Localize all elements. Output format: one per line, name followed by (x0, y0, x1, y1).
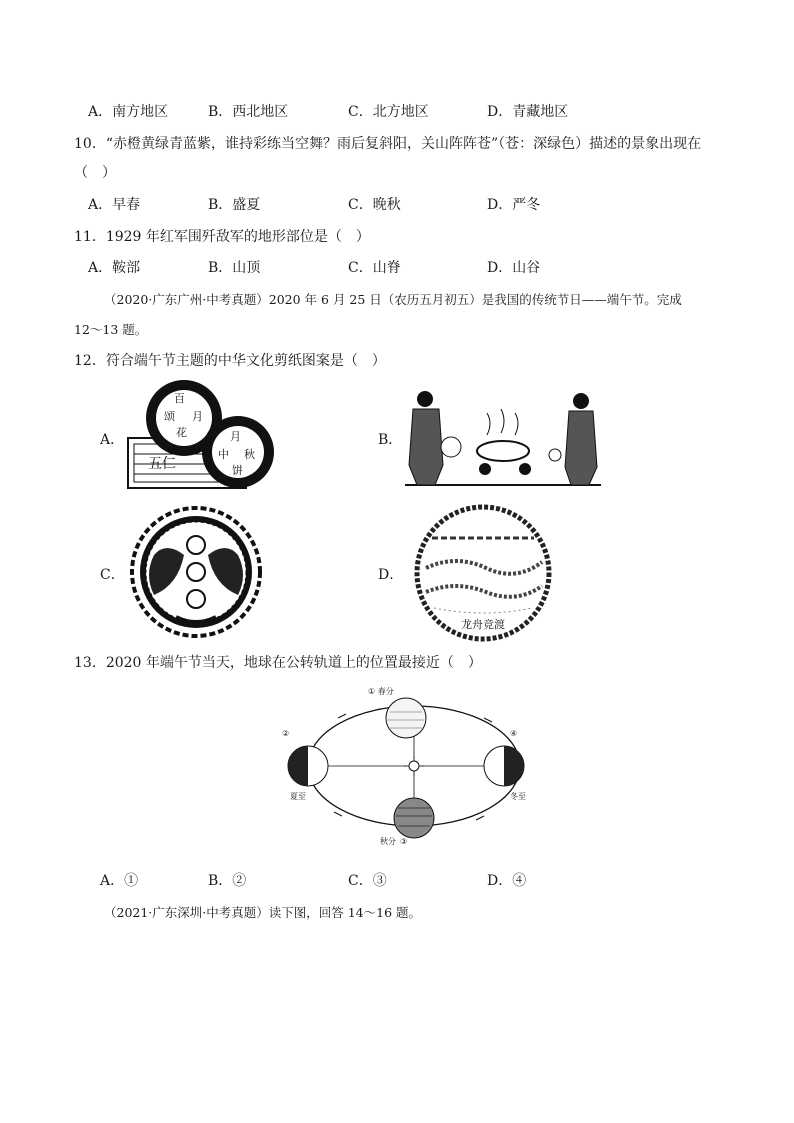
q13-option-c: C．③ (348, 873, 387, 889)
q9-option-a: A．南方地区 (88, 104, 169, 120)
label-p2: ② (282, 729, 290, 738)
q11-option-c: C．山脊 (348, 260, 401, 276)
q10-blank: （ ） (74, 165, 116, 181)
q13-option-d: D．④ (487, 873, 527, 889)
q13-stem: 13．2020 年端午节当天，地球在公转轨道上的位置最接近（ ） (74, 655, 482, 671)
svg-text:中: 中 (218, 448, 229, 461)
earth-revolution-diagram (278, 684, 552, 852)
q10-option-a: A．早春 (88, 197, 141, 213)
q10-option-d: D．严冬 (487, 197, 541, 213)
q11-stem: 11．1929 年红军围歼敌军的地形部位是（ ） (74, 229, 370, 245)
q9-option-d: D．青藏地区 (487, 104, 569, 120)
dragon-boat-caption: 龙舟竞渡 (461, 619, 505, 631)
mooncake-papercut-image (124, 378, 280, 492)
svg-text:颂: 颂 (164, 410, 175, 423)
source-note-1: （2020·广东广州·中考真题）2020 年 6 月 25 日（农历五月初五）是我国的传统节日——端午节。完成 (104, 292, 682, 307)
svg-text:花: 花 (176, 426, 187, 439)
source-note-1-cont: 12～13 题。 (74, 322, 148, 337)
q12-label-d: D． (378, 567, 404, 583)
q12-label-c: C． (100, 567, 125, 583)
svg-text:月: 月 (230, 430, 241, 443)
svg-text:月: 月 (192, 410, 203, 423)
q11-option-d: D．山谷 (487, 260, 541, 276)
q9-option-b: B．西北地区 (208, 104, 289, 120)
q10-option-b: B．盛夏 (208, 197, 261, 213)
label-winter-solstice: 冬至 (510, 792, 526, 801)
mooncake-text-wuren: 五仁 (148, 456, 176, 472)
label-summer-solstice: 夏至 (290, 792, 306, 801)
q10-option-c: C．晚秋 (348, 197, 401, 213)
q12-stem: 12．符合端午节主题的中华文化剪纸图案是（ ） (74, 353, 386, 369)
q9-option-c: C．北方地区 (348, 104, 429, 120)
q10-stem: 10．“赤橙黄绿青蓝紫，谁持彩练当空舞？雨后复斜阳，关山阵阵苍”（苍：深绿色）描述的景象出现在 (74, 136, 702, 152)
q12-label-b: B． (378, 432, 403, 448)
family-reunion-papercut-image (405, 385, 601, 489)
dragon-boat-papercut-image (404, 504, 562, 642)
label-autumn-equinox: 秋分 (380, 837, 396, 846)
q12-label-a: A． (100, 432, 125, 448)
q13-option-b: B．② (208, 873, 247, 889)
svg-text:饼: 饼 (232, 464, 243, 477)
label-p4: ④ (510, 729, 518, 738)
label-p3: ③ (400, 837, 408, 846)
q11-option-b: B．山顶 (208, 260, 261, 276)
twin-dragon-papercut-image (124, 505, 268, 639)
svg-text:百: 百 (174, 392, 185, 405)
q11-option-a: A．鞍部 (88, 260, 141, 276)
label-spring-equinox: ① 春分 (368, 687, 394, 696)
q13-option-a: A．① (100, 873, 139, 889)
svg-text:秋: 秋 (244, 448, 255, 461)
source-note-2: （2021·广东深圳·中考真题）读下图，回答 14～16 题。 (104, 905, 422, 920)
